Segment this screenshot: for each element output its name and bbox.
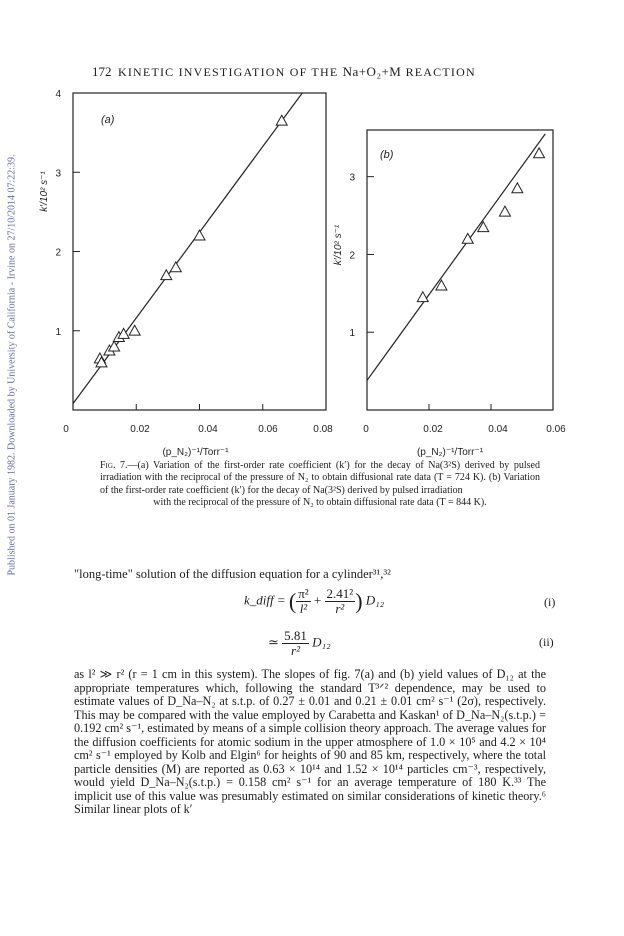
y-axis-label: k′/10² s⁻¹ [333,224,344,266]
eq2-fraction [282,629,309,658]
x-tick-label: 0.02 [423,424,443,435]
y-tick-label: 4 [55,89,61,100]
x-axis-label: (p_N₂)⁻¹/Torr⁻¹ [162,447,229,458]
eq1-lhs: k_diff = [244,592,286,608]
x-tick-label: 0.06 [546,424,566,435]
eq1-paren-open: ( [288,588,297,614]
plot-frame [73,93,326,410]
figure-caption [100,460,540,509]
page-number: 172 [92,64,112,79]
caption-lead: Fig. 7. [100,460,128,471]
data-point [170,262,181,272]
eq2-rhs: D₁₂ [312,634,331,650]
eq1-frac1-den: l² [299,601,308,616]
panel-label: (a) [101,114,115,126]
eq1-rhs: D₁₂ [365,592,385,608]
x-tick-label: 0 [363,424,369,435]
data-point [276,115,287,125]
eq2-den: r² [291,643,301,658]
y-tick-label: 2 [55,247,61,259]
y-tick-label: 2 [349,250,355,262]
eq1-fraction-1 [296,587,310,616]
download-watermark: Published on 01 January 1982. Downloaded by University of California - Irvine on 27/10/2014 07:22:39. [6,154,18,576]
y-tick-label: 3 [349,172,355,184]
figure-7 [0,0,624,460]
intro-sentence: "long-time" solution of the diffusion equation for a cylinder³¹,³² [74,567,391,581]
panel-b-chart [333,130,566,458]
data-point [534,148,545,158]
eq1-plus: + [313,592,322,608]
data-point [417,292,428,302]
eq1-frac2-den: r² [335,601,345,616]
x-tick-label: 0.02 [130,424,150,435]
caption-text: —(a) Variation of the first-order rate coefficient (k′) for the decay of Na(3²S) derived by pulsed irradiation with the reciprocal of the pressure of N₂ to obtain diffusional rate data (T = 724 K). (b) Variation of the first-order rate coefficient (k′) for the decay of Na(3²S) derived by pulsed irradiation [100,460,540,496]
running-head-text: KINETIC INVESTIGATION OF THE [118,65,339,79]
eq1-frac2-num: 2.41² [326,586,354,601]
body-paragraph: as l² ≫ r² (r = 1 cm in this system). The slopes of fig. 7(a) and (b) yield values of D₁₂ at the appropriate temperatures which, following the standard T³ᐟ² dependence, may be used to estimate values of D_Na–N₂ at s.t.p. of 0.27 ± 0.01 and 0.21 ± 0.01 cm² s⁻¹ (2σ), respectively. This may be compared with the value employed by Carabetta and Kaskan¹ of D_Na–N₂(s.t.p.) = 0.192 cm² s⁻¹, estimated by means of a simple collision theory approach. The average values for the diffusion coefficients for atomic sodium in the upper atmosphere of 1.0 × 10⁵ and 4.2 × 10⁴ cm² s⁻¹ employed by Kolb and Elgin⁶ for heights of 90 and 85 km, respectively, where the total particle densities (M) are reported as 0.63 × 10¹⁴ and 1.52 × 10¹⁴ particles cm⁻³, respectively, would yield D_Na–N₂(s.t.p.) = 0.158 cm² s⁻¹ for an average temperature of 180 K.³³ The implicit use of this value was presumably estimated on similar considerations of kinetic theory.⁶ Similar linear plots of k′ [74,667,546,817]
running-head-formula: Na+O₂+M [342,64,402,79]
data-point [436,280,447,290]
eq1-fraction-2 [325,587,356,616]
fit-line [73,93,302,404]
x-tick-label: 0.08 [313,424,333,435]
y-axis-label: k′/10² s⁻¹ [39,171,50,212]
x-axis-label: (p_N₂)⁻¹/Torr⁻¹ [416,447,484,458]
x-tick-label: 0.06 [258,424,278,435]
eq2-approx: ≃ [268,634,279,650]
eq1-frac1-num: π² [298,586,309,601]
data-point [129,325,140,335]
equation-ii-label: (ii) [539,635,554,649]
data-point [478,222,489,232]
running-head-tail: REACTION [405,65,476,79]
equation-i-label: (i) [544,595,556,609]
caption-last-line: with the reciprocal of the pressure of N₂ to obtain diffusional rate data (T = 844 K). [153,496,487,508]
fit-line [367,134,545,381]
y-tick-label: 3 [55,168,61,180]
x-tick-label: 0.04 [488,424,508,435]
panel-a-chart [39,89,333,458]
y-tick-label: 1 [55,326,61,338]
data-point [194,230,205,240]
plot-frame [367,130,553,410]
x-tick-label: 0.04 [198,424,218,435]
data-point [512,183,523,193]
data-point [499,206,510,216]
eq2-num: 5.81 [284,628,307,643]
panel-label: (b) [380,149,394,161]
equation-ii [268,629,331,658]
y-tick-label: 1 [349,328,355,340]
x-tick-label: 0 [63,424,69,435]
eq1-paren-close: ) [355,588,363,614]
equation-i [244,587,384,616]
